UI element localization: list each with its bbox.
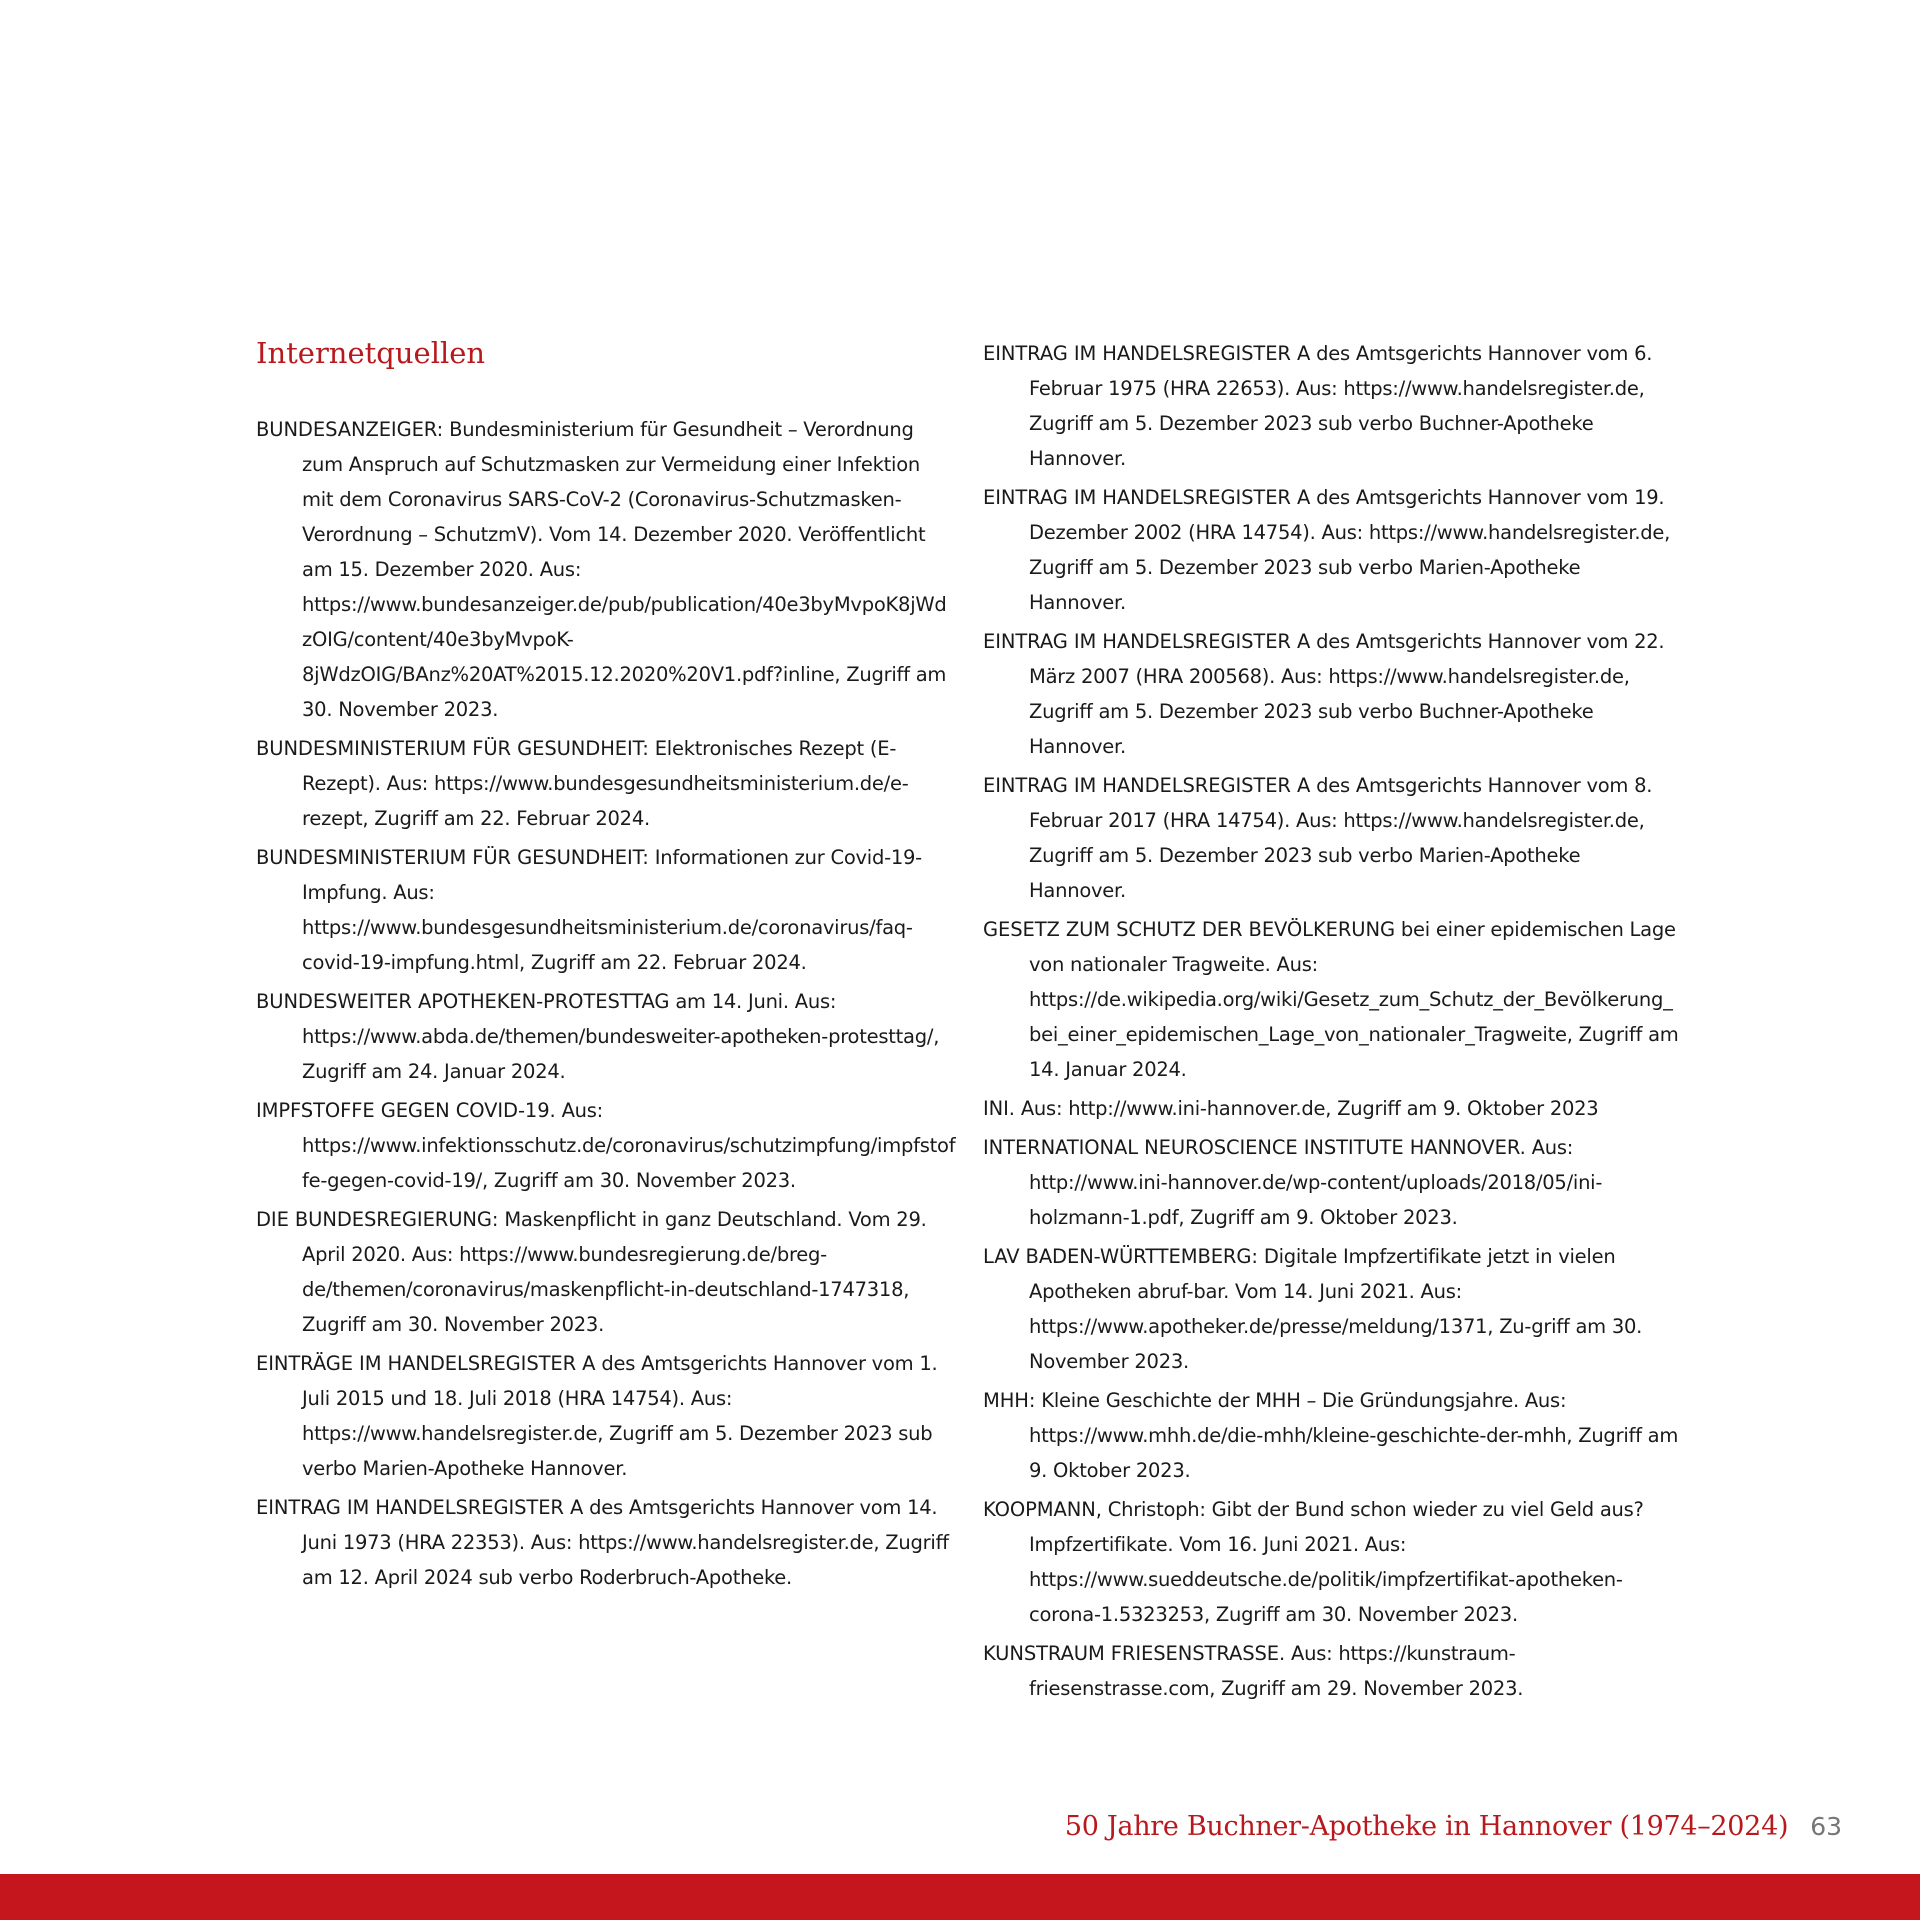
reference-entry	[256, 1093, 956, 1198]
reference-text: des Amtsgerichts Hannover vom 22. März 2007 (HRA 200568). Aus: https://www.handelsregister.de, Zugriff am 5. Dezember 2023 sub verbo Buchner-Apotheke Hannover.	[1029, 630, 1665, 758]
reference-entry	[983, 1091, 1683, 1126]
reference-author: BUNDESMINISTERIUM FÜR GESUNDHEIT:	[256, 737, 649, 760]
reference-author: GESETZ ZUM SCHUTZ DER BEVÖLKERUNG	[983, 918, 1395, 941]
reference-entry	[256, 984, 956, 1089]
page-number: 63	[1810, 1812, 1842, 1841]
reference-author: BUNDESMINISTERIUM FÜR GESUNDHEIT:	[256, 846, 649, 869]
reference-text: Elektronisches Rezept (E-Rezept). Aus: https://www.bundesgesundheitsministerium.de/e-rezept, Zugriff am 22. Februar 2024.	[302, 737, 909, 830]
reference-entry	[983, 1636, 1683, 1706]
reference-entry	[256, 731, 956, 836]
reference-text: Digitale Impfzertifikate jetzt in vielen Apotheken abruf-bar. Vom 14. Juni 2021. Aus: https://www.apotheker.de/presse/meldung/1371, Zu-griff am 30. November 2023.	[1029, 1245, 1643, 1373]
reference-author: EINTRAG IM HANDELSREGISTER A	[983, 486, 1311, 509]
reference-entry	[983, 1239, 1683, 1379]
reference-author: INTERNATIONAL NEUROSCIENCE INSTITUTE HANNOVER.	[983, 1136, 1526, 1159]
reference-author: DIE BUNDESREGIERUNG:	[256, 1208, 499, 1231]
reference-entry	[256, 412, 956, 727]
reference-list-left	[256, 412, 956, 1599]
reference-entry	[983, 1383, 1683, 1488]
reference-list-right	[983, 336, 1683, 1710]
reference-text: Informationen zur Covid-19-Impfung. Aus: https://www.bundesgesundheitsministerium.de/coronavirus/faq-covid-19-impfung.html, Zugriff am 22. Februar 2024.	[302, 846, 922, 974]
reference-author: KUNSTRAUM FRIESENSTRASSE.	[983, 1642, 1286, 1665]
reference-text: Christoph: Gibt der Bund schon wieder zu viel Geld aus? Impfzertifikate. Vom 16. Juni 2021. Aus: https://www.sueddeutsche.de/politik/impfzertifikat-apotheken-corona-1.5323253, Zugriff am 30. November 2023.	[1029, 1498, 1644, 1626]
reference-entry	[983, 1492, 1683, 1632]
reference-text: des Amtsgerichts Hannover vom 8. Februar 2017 (HRA 14754). Aus: https://www.handelsregister.de, Zugriff am 5. Dezember 2023 sub verbo Marien-Apotheke Hannover.	[1029, 774, 1653, 902]
reference-entry	[983, 912, 1683, 1087]
reference-entry	[256, 1202, 956, 1342]
reference-text: Maskenpflicht in ganz Deutschland. Vom 29. April 2020. Aus: https://www.bundesregierung.de/breg-de/themen/coronavirus/maskenpflicht-in-deutschland-1747318, Zugriff am 30. November 2023.	[302, 1208, 927, 1336]
reference-author: INI.	[983, 1097, 1015, 1120]
reference-entry	[256, 1490, 956, 1595]
reference-entry	[983, 624, 1683, 764]
reference-entry	[983, 336, 1683, 476]
reference-author: BUNDESANZEIGER:	[256, 418, 444, 441]
reference-text: Aus: http://www.ini-hannover.de/wp-content/uploads/2018/05/ini-holzmann-1.pdf, Zugriff am 9. Oktober 2023.	[1029, 1136, 1603, 1229]
reference-entry	[983, 768, 1683, 908]
reference-entry	[256, 1346, 956, 1486]
reference-text: Aus: https://kunstraum-friesenstrasse.com, Zugriff am 29. November 2023.	[1029, 1642, 1524, 1700]
reference-author: EINTRAG IM HANDELSREGISTER A	[983, 342, 1311, 365]
reference-author: KOOPMANN,	[983, 1498, 1102, 1521]
reference-text: Aus: https://www.infektionsschutz.de/coronavirus/schutzimpfung/impfstoffe-gegen-covid-19/, Zugriff am 30. November 2023.	[302, 1099, 956, 1192]
reference-text: des Amtsgerichts Hannover vom 19. Dezember 2002 (HRA 14754). Aus: https://www.handelsregister.de, Zugriff am 5. Dezember 2023 sub verbo Marien-Apotheke Hannover.	[1029, 486, 1671, 614]
reference-author: EINTRÄGE IM HANDELSREGISTER A	[256, 1352, 596, 1375]
reference-entry	[256, 840, 956, 980]
reference-entry	[983, 480, 1683, 620]
reference-author: IMPFSTOFFE GEGEN COVID-19.	[256, 1099, 556, 1122]
bottom-color-bar	[0, 1874, 1920, 1920]
reference-text: am 14. Juni. Aus: https://www.abda.de/themen/bundesweiter-apotheken-protesttag/, Zugriff am 24. Januar 2024.	[302, 990, 940, 1083]
reference-text: des Amtsgerichts Hannover vom 14. Juni 1973 (HRA 22353). Aus: https://www.handelsregister.de, Zugriff am 12. April 2024 sub verbo Roderbruch-Apotheke.	[302, 1496, 949, 1589]
reference-author: LAV BADEN-WÜRTTEMBERG:	[983, 1245, 1258, 1268]
reference-text: Bundesministerium für Gesundheit – Verordnung zum Anspruch auf Schutzmasken zur Vermeidung einer Infektion mit dem Coronavirus SARS-CoV-2 (Coronavirus-Schutzmasken-Verordnung – SchutzmV). Vom 14. Dezember 2020. Veröffentlicht am 15. Dezember 2020. Aus: https://www.bundesanzeiger.de/pub/publication/40e3byMvpoK8jWdzOIG/content/40e3byMvpoK-8jWdzOIG/BAnz%20AT%2015.12.2020%20V1.pdf?inline, Zugriff am 30. November 2023.	[302, 418, 947, 721]
section-heading: Internetquellen	[256, 336, 486, 370]
reference-author: EINTRAG IM HANDELSREGISTER A	[983, 630, 1311, 653]
footer-title: 50 Jahre Buchner-Apotheke in Hannover (1974–2024)	[1064, 1811, 1789, 1842]
reference-text: bei einer epidemischen Lage von nationaler Tragweite. Aus: https://de.wikipedia.org/wiki/Gesetz_zum_Schutz_der_Bevölkerung_bei_einer_epidemischen_Lage_von_nationaler_Tragweite, Zugriff am 14. Januar 2024.	[1029, 918, 1679, 1081]
running-footer	[1065, 1811, 1842, 1842]
reference-author: BUNDESWEITER APOTHEKEN-PROTESTTAG	[256, 990, 670, 1013]
reference-text: Kleine Geschichte der MHH – Die Gründungsjahre. Aus: https://www.mhh.de/die-mhh/kleine-geschichte-der-mhh, Zugriff am 9. Oktober 2023.	[1029, 1389, 1679, 1482]
reference-text: des Amtsgerichts Hannover vom 1. Juli 2015 und 18. Juli 2018 (HRA 14754). Aus: https://www.handelsregister.de, Zugriff am 5. Dezember 2023 sub verbo Marien-Apotheke Hannover.	[302, 1352, 938, 1480]
reference-text: des Amtsgerichts Hannover vom 6. Februar 1975 (HRA 22653). Aus: https://www.handelsregister.de, Zugriff am 5. Dezember 2023 sub verbo Buchner-Apotheke Hannover.	[1029, 342, 1653, 470]
reference-author: EINTRAG IM HANDELSREGISTER A	[256, 1496, 584, 1519]
reference-author: EINTRAG IM HANDELSREGISTER A	[983, 774, 1311, 797]
reference-text: Aus: http://www.ini-hannover.de, Zugriff am 9. Oktober 2023	[1014, 1097, 1599, 1120]
reference-entry	[983, 1130, 1683, 1235]
reference-author: MHH:	[983, 1389, 1036, 1412]
